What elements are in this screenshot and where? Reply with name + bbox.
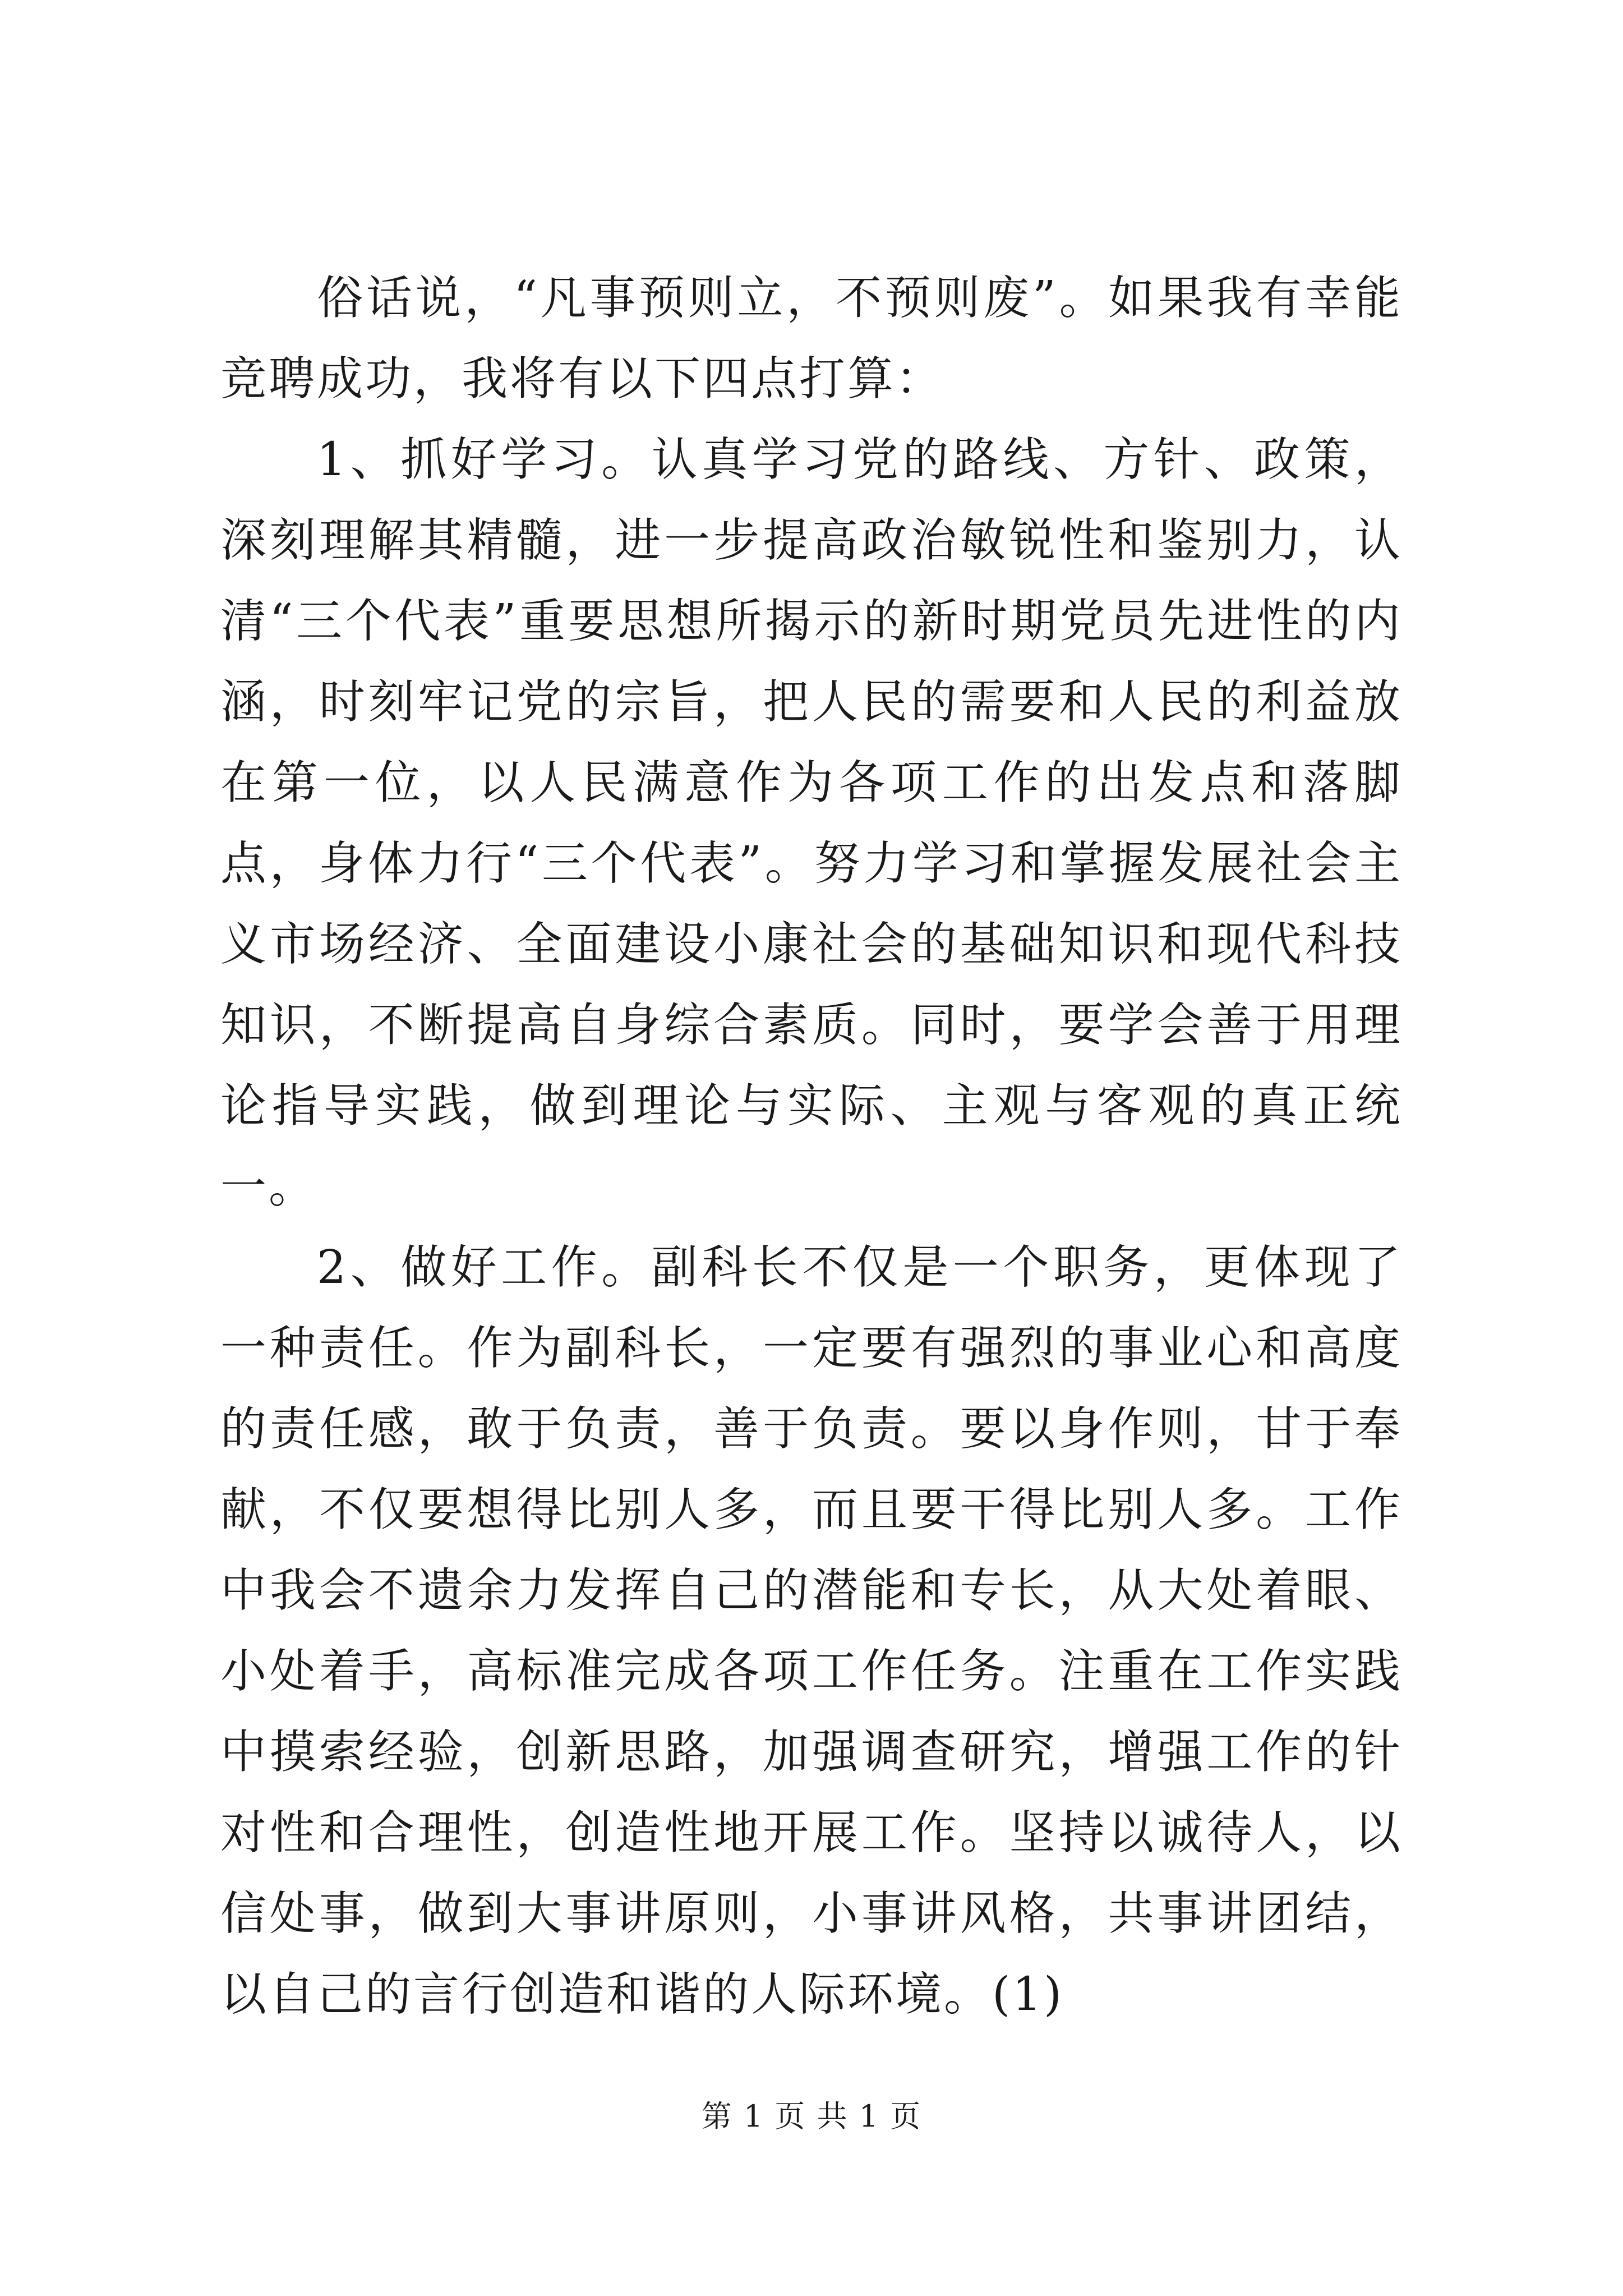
paragraph-work: 2、做好工作。副科长不仅是一个职务，更体现了一种责任。作为副科长，一定要有强烈的事业心和高度的责任感，敢于负责，善于负责。要以身作则，甘于奉献，不仅要想得比别人多，而且要干得比别人多。工作中我会不遗余力发挥自己的潜能和专长，从大处着眼、小处着手，高标准完成各项工作任务。注重在工作实践中摸索经验，创新思路，加强调查研究，增强工作的针对性和合理性，创造性地开展工作。坚持以诚待人，以信处事，做到大事讲原则，小事讲风格，共事讲团结，以自己的言行创造和谐的人际环境。(1)	[220, 1241, 1403, 2021]
paragraph-study: 1、抓好学习。认真学习党的路线、方针、政策，深刻理解其精髓，进一步提高政治敏锐性和鉴别力，认清“三个代表”重要思想所揭示的新时期党员先进性的内涵，时刻牢记党的宗旨，把人民的需要和人民的利益放在第一位，以人民满意作为各项工作的出发点和落脚点，身体力行“三个代表”。努力学习和掌握发展社会主义市场经济、全面建设小康社会的基础知识和现代科技知识，不断提高自身综合素质。同时，要学会善于用理论指导实践，做到理论与实际、主观与客观的真正统一。	[220, 433, 1403, 1213]
page-footer: 第 1 页 共 1 页	[701, 2099, 922, 2134]
paragraph-intro: 俗话说，“凡事预则立，不预则废”。如果我有幸能竞聘成功，我将有以下四点打算：	[220, 272, 1403, 406]
document-body	[220, 258, 1403, 2035]
